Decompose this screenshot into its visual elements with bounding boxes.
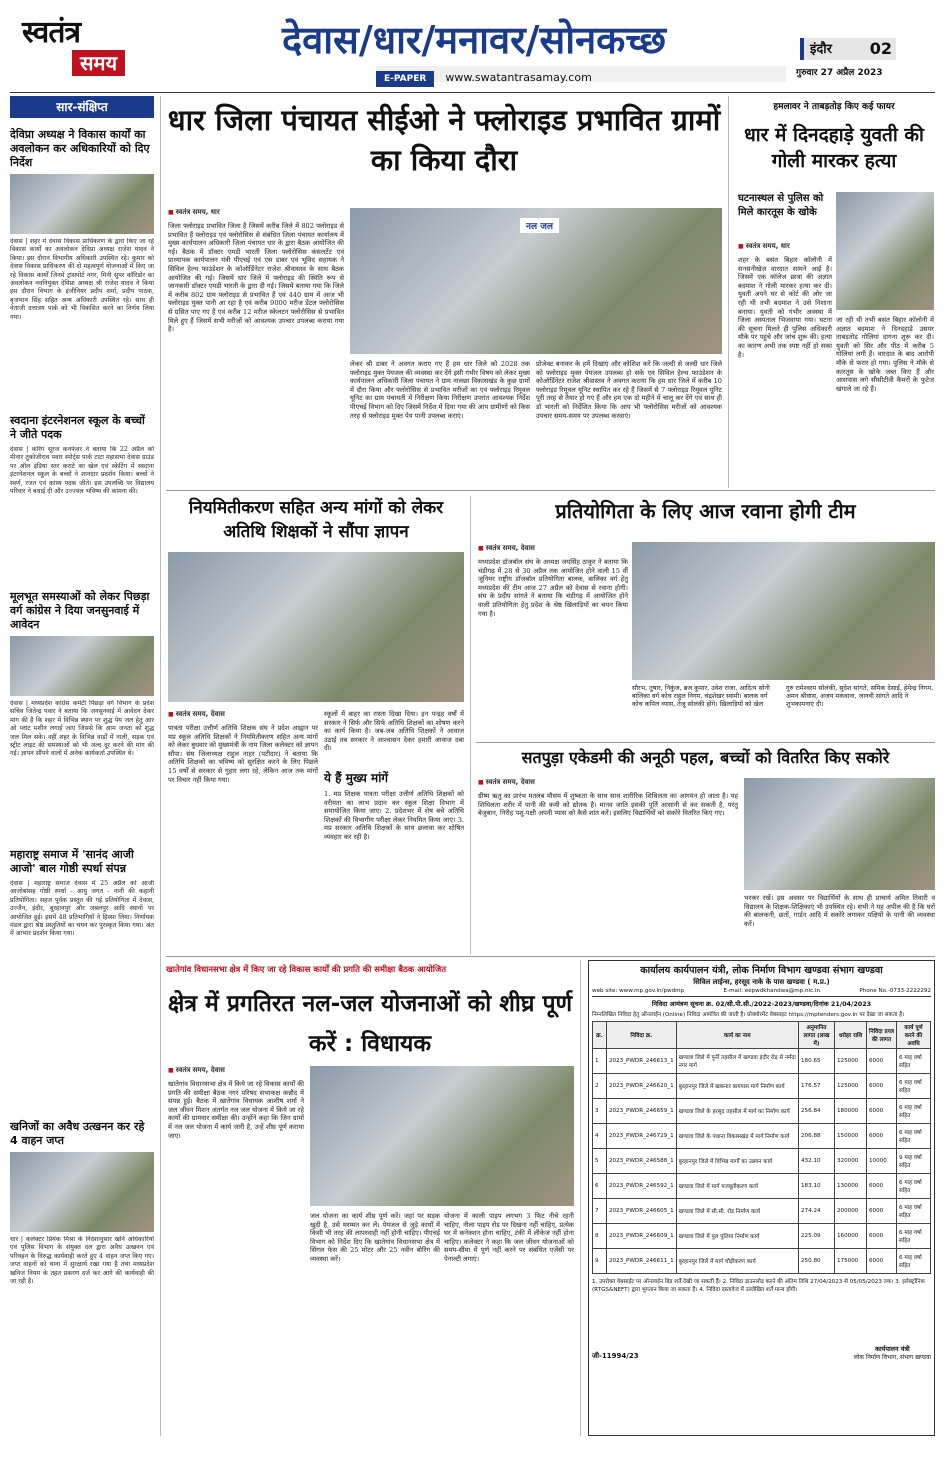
tender-cell-id: 2023_PWDR_246609_1	[607, 1224, 677, 1249]
competition-byline: ■ स्वतंत्र समय, देवास	[478, 544, 628, 553]
sidebar-text-3: देवास | मध्यप्रदेश कांग्रेस कमेटी पिछड़ा वर्ग विभाग के प्रदेश सचिव जितेन्द्र पवार ने बताया कि जनसुनवाई में आवेदन देकर मांग की है कि शहर में विभिन्न स्थान पर शुद्ध पेय जल हेतु आर ओ प्लांट मशीन लगाई जाए जिससे कि आम जनता को शुद्ध जल मिल सके। वहीं शहर के विभिन्न वार्डों में नाली, सड़क एवं स्ट्रीट लाइट की समस्याओं को भी जल्द दूर करने की मांग की गई। ज्ञापन सौंपने वालों में अनेक कार्यकर्ता उपस्थित थे।	[10, 700, 154, 758]
website-link[interactable]: www.swatantrasamay.com	[445, 71, 592, 84]
satpura-photo	[744, 778, 935, 890]
water-text-col2: जल योजना का कार्य शीघ्र पूर्ण करें। जहां पर सड़क खुदी है, उसे मरम्मत कर लें। पेयजल से जुड़े कार्यों में किसी भी तरह की लापरवाही नहीं होनी चाहिए। पीएचई विभाग को निर्देश दिए कि खातेगांव विधानसभा क्षेत्र में सिंगल फेस की 25 मोटर और 25 नवीन बोरिंग की व्यवस्था करें।	[310, 1212, 440, 1263]
tender-cell-period: 9 माह वर्षा सहित	[897, 1149, 931, 1174]
tender-cell-period: 6 माह वर्षा सहित	[897, 1199, 931, 1224]
tender-cell-no: 3	[593, 1099, 607, 1124]
water-kicker: खातेगांव विधानसभा क्षेत्र में किए जा रहे विकास कार्यों की प्रगति की समीक्षा बैठक आयोजित	[166, 964, 446, 974]
tender-cell-period: 6 माह वर्षा सहित	[897, 1049, 931, 1074]
teachers-text-col1: पात्रता परीक्षा उत्तीर्ण अतिथि शिक्षक संघ ने प्रदेश आह्वान पर मप्र स्कूल अतिथि शिक्षकों ने नियमितीकरण सहित अन्य मांगों को लेकर बुधवार को मुख्यमंत्री के नाम जिला कलेक्टर को ज्ञापन सौंपा। संघ जिलाध्यक्ष राहुल नाहर (पटीदार) ने बताया कि अतिथि शिक्षकों का भविष्य को सुरक्षित करने के लिए पिछले 15 वर्षों से सरकार से गुहार लगा रहे, लेकिन आज तक मांगों पर विचार नहीं किया गया।	[168, 724, 318, 784]
sidebar-text-4: देवास | महाराष्ट्र समाज देवास में 25 अप्रैल को आजी आजोबांसह गोष्ठी स्पर्धा - आयु जगत - नानी की कहानी प्रतियोगिता। सहज पूर्वक प्रस्तुत की गई प्रतियोगिता में देवास, उज्जैन, इंदौर, बुरहानपुर और जबलपुर आदि स्थानों पर आयोजित हुई। इसमें 48 प्रतिभागियों ने हिस्सा लिया। निर्णायक मंडल द्वारा श्रेष्ठ प्रस्तुतियों का चयन कर पुरस्कृत किया गया। अंत में आभार प्रदर्शन किया गया।	[10, 880, 154, 938]
satpura-text-right: भरकर रखें। इस अवसर पर विद्यार्थियों के साथ ही प्राचार्य अमित तिवारी व विद्यालय के शिक्षक-शिक्षिकाएं भी उपस्थित रहे। सभी ने यह अपील की है कि घरों की बालकनी, छतों, गार्डन आदि में सकोरे लगाकर पक्षियों के पानी की व्यवस्था करें।	[744, 894, 935, 928]
sidebar-headline-4: महाराष्ट्र समाज में 'सानंद आजी आजो' बाल गोष्ठी स्पर्धा संपन्न	[10, 848, 134, 875]
crime-text-col2: जा रही थी तभी बसंत बिहार कॉलोनी में अज्ञात बदमाश ने दिनदहाड़े उसपर ताबड़तोड़ गोलियां दागना शुरू कर दी। युवती को सिर और पीठ में करीब 5 गोलियां लगी हैं। वारदात के बाद आरोपी मौके से फरार हो गया। पुलिस ने मौके से कारतूस के खोके जब्त किए हैं और आसपास लगे सीसीटीवी कैमरों के फुटेज खंगाले जा रहे हैं।	[836, 316, 934, 393]
tender-cell-fee: 6000	[867, 1249, 897, 1274]
epaper-strip	[376, 66, 786, 82]
tender-body	[593, 1049, 931, 1274]
tender-notice-title: निविदा आमंत्रण सूचना क्र. 02/सी.पी.सी./2022-2023/खण्डवा/दिनांक 21/04/2023	[651, 1000, 872, 1008]
tender-cell-work: खण्डवा जिले के पंधाना विकासखंड में मार्ग निर्माण कार्य	[676, 1124, 798, 1149]
tender-cell-emd: 200000	[835, 1199, 867, 1224]
lead-text-col2: लेकर श्री डाबर ने अवगत कराए गए हैं हम धार जिले को 2028 तक फ्लोराइड मुक्त पेयजल की व्यवस्था कर देंगे इसी गंभीर विषय को लेकर मुख्य कार्यपालन अधिकारी जिला पंचायत ने ग्राम नालछा विकासखंड के कुछ ग्रामों में दौरा किया और फ्लोरोसिस से प्रभावित मरीजों का एवं फ्लोराइड रिमूवल यूनिट का ग्राम पंचायती में निरीक्षण किया निरीक्षण उपरांत आवश्यक निर्देश पीएचई विभाग को दिए जिसमें निर्देश में दिया गया की आप ग्रामीणों को किस तरह से फ्लोराइड मुक्त पेय पानी उपलब्ध कराएं।	[350, 360, 530, 420]
teachers-headline: नियमितीकरण सहित अन्य मांगों को लेकर अतिथि शिक्षकों ने सौंपा ज्ञापन	[188, 498, 444, 542]
tender-email[interactable]: E-mail: eepwdkhandwa@mp.nic.in	[723, 988, 821, 994]
tender-cell-emd: 130000	[835, 1174, 867, 1199]
table-row	[593, 1074, 931, 1099]
tender-cell-no: 7	[593, 1199, 607, 1224]
tender-header-period: कार्य पूर्ण करने की अवधि	[897, 1022, 931, 1049]
tender-signatory-dept: लोक निर्माण विभाग, संभाग खण्डवा	[853, 1354, 931, 1361]
water-text-col3: योजना में काली पाइप लगभग 3 फिट नीचे रहनी चाहिए, नीला पाइप रोड पर दिखना नहीं चाहिए, प्रत्येक घर में कनेक्शन होना चाहिए, टंकी में लीकेज नहीं होना चाहिए। कलेक्टर ने कहा कि जल जीवन योजनाओं को समय-सीमा में पूर्ण नहीं करने पर संबंधित एजेंसी पर पेनाल्टी लगाएं।	[444, 1212, 574, 1263]
tender-notice	[588, 960, 935, 1436]
tender-cell-cost: 206.88	[799, 1124, 835, 1149]
lead-byline: ■ स्वतंत्र समय, धार	[168, 208, 344, 217]
tender-ref: जी-11994/23	[592, 1352, 639, 1360]
sidebar	[10, 96, 154, 1436]
tender-cell-period: 6 माह वर्षा सहित	[897, 1124, 931, 1149]
satpura-byline: ■ स्वतंत्र समय, देवास	[478, 778, 738, 787]
teachers-text-col2: स्कूलों में बाहर का रास्ता दिखा दिया। इन पन्द्रह वर्षों में सरकार ने सिर्फ और सिर्फ अतिथि शिक्षकों का शोषण करने का कार्य किया है। जब-जब अतिथि शिक्षकों ने आवाज उठाई तब सरकार ने आश्वासन देकर हमारी आवाज दबा दी।	[324, 710, 464, 753]
tender-cell-period: 6 माह वर्षा सहित	[897, 1174, 931, 1199]
table-row	[593, 1124, 931, 1149]
tender-cell-id: 2023_PWDR_246620_1	[607, 1074, 677, 1099]
tender-cell-period: 6 माह वर्षा सहित	[897, 1249, 931, 1274]
page-number: 02	[869, 39, 892, 58]
tender-cell-cost: 183.10	[799, 1174, 835, 1199]
tender-intro: निम्नलिखित निविदा हेतु ऑनलाईन (Online) निविदा आमंत्रित की जाती है। प्रोक्योरमेंट वेबसाइट https://mptenders.gov.in पर देखा जा सकता है।	[592, 1012, 905, 1018]
competition-caption-2: गुरु रामेश्वरम सोलंकी, सुदेश सांगते, समिक देसाई, हेमेन्द्र निगम, अमन श्रीवास, अजय मकवाना, जानवी सांगते आदि ने शुभकामनाएं दी।	[786, 684, 934, 709]
tender-cell-emd: 175000	[835, 1249, 867, 1274]
lead-headline: धार जिला पंचायत सीईओ ने फ्लोराइड प्रभावित ग्रामों का किया दौरा	[167, 103, 721, 177]
tender-cell-id: 2023_PWDR_246659_1	[607, 1099, 677, 1124]
satpura-headline: सतपुड़ा एकेडमी की अनूठी पहल, बच्चों को वितरित किए सकोरे	[521, 748, 890, 767]
tender-header-row	[593, 1022, 931, 1049]
tender-notes: 1. उपरोक्त वेबसाईट पर ऑनलाईन बिड शर्तें देखी जा सकती हैं। 2. निविदा डाउनलोड करने की अंतिम तिथि 27/04/2023 से 05/05/2023 तक। 3. इलेक्ट्रॉनिक (RTGS&NEFT) द्वारा भुगतान किया जा सकता है। 4. निविदा दस्तावेज में उल्लेखित शर्तें मान्य होंगी।	[592, 1279, 925, 1293]
sidebar-text-1: देवास | शहर में देवास विकास प्राधिकरण के द्वारा किए जा रहे विकास कार्यों का अवलोकन देविप्रा अध्यक्ष राजेश यादव ने किया। इस दौरान विभागीय अधिकारी उपस्थित रहे। कुमार को देवास विकास प्राधिकरण की दो महत्वपूर्ण योजनाओं में किए जा रहे विकास कार्यों जिनमें ट्रांसपोर्ट नगर, मिनी सुपर कॉरिडोर का अवलोकन नवनियुक्त देविप्रा अध्यक्ष श्री राजेश यादव ने किया इस दौरान विभाग के इंजीनियर प्रदीप शर्मा, प्रदीप पाठक, बृजभान सिंह सहित अन्य अधिकारी उपस्थित रहे। साथ ही नेताजी दत्तात्रय पार्क को भी विकसित करने का निर्णय लिया गया।	[10, 238, 154, 321]
tender-cell-fee: 6000	[867, 1074, 897, 1099]
competition-caption-1: सौरभ, तुषार, निकुंज, ब्रज कुमार, उवेश राजा, आदित्य सोनी बालिका वर्ग कोच राहुल निगम, चंद्रशेखर स्वामी। बालक वर्ग कोच कपिल व्यास, तेजू सोलंकी होंगे। खिलाड़ियों को खेल	[632, 684, 770, 709]
tender-header-work: कार्य का नाम	[676, 1022, 798, 1049]
tender-cell-id: 2023_PWDR_246588_1	[607, 1149, 677, 1174]
crime-subhead: घटनास्थल से पुलिस को मिले कारतूस के खोके	[738, 193, 824, 218]
tender-cell-cost: 432.10	[799, 1149, 835, 1174]
logo-bottom: समय	[72, 50, 125, 76]
tender-cell-no: 6	[593, 1174, 607, 1199]
tender-cell-emd: 125000	[835, 1049, 867, 1074]
tender-cell-no: 2	[593, 1074, 607, 1099]
tender-cell-work: खण्डवा जिले में मार्ग मजबूतीकरण कार्य	[676, 1174, 798, 1199]
tender-cell-period: 6 माह वर्षा सहित	[897, 1074, 931, 1099]
crime-kicker: हमलावर ने ताबड़तोड़ किए कई फायर	[773, 102, 895, 112]
table-row	[593, 1249, 931, 1274]
competition-photo	[632, 542, 935, 680]
tender-header-id: निविदा क्र.	[607, 1022, 677, 1049]
table-row	[593, 1149, 931, 1174]
lead-text-col1: जिला फ्लोराइड प्रभावित जिला है जिसमें करीब जिले में 802 फ्लोराइड से प्रभावित हैं फ्लोराइड एवं फ्लोरोसिस से संबंधित जिला पंचायत कार्यालय में मुख्य कार्यपालन अधिकारी जिला पंचायत धार के द्वारा बैठक आयोजित की गई। बैठक में डॉक्टर एमडी भारती जिला फ्लोरोसिस कंसलटेंट एवं प्राध्यापक कार्यपालन यंत्री पीएचई एवं एस डाबर एवं भूविद सहायक ने सिविल हेल्थ फाउंडेशन के कोऑर्डिनेटर राजेश श्रीवास्तव के साथ बैठक आयोजित की गई। जिसमें धार जिले में फ्लोराइड की स्थिति रूप से जानकारी डॉक्टर एमडी भारती के द्वारा दी गई। जिसमें बताया गया कि जिले में करीब 802 ग्राम फ्लोराइड से प्रभावित हैं एवं 440 ग्राम में आज भी फ्लोराइड युक्त पानी आ रहा है एवं करीब 9000 मरीज डेंटल फ्लोरोसिस से ग्रसित पाए गए हैं एवं करीब 12 मरीज स्केलटन फ्लोरोसिस से प्रभावित मिले हुए हैं जिसमें सभी मरीजों को आवश्यक उपचार उपलब्ध कराया गया है।	[168, 222, 344, 334]
tender-cell-no: 5	[593, 1149, 607, 1174]
tender-office: कार्यालय कार्यपालन यंत्री, लोक निर्माण विभाग खण्डवा संभाग खण्डवा	[640, 965, 883, 976]
city-name: इंदौर	[810, 42, 832, 57]
tender-cell-emd: 160000	[835, 1224, 867, 1249]
teachers-photo	[168, 552, 464, 702]
masthead	[0, 0, 945, 92]
color-register-strip	[30, 1452, 930, 1458]
water-text-col1: खातेगांव विधानसभा क्षेत्र में किये जा रहे विकास कार्यों की प्रगति की समीक्षा बैठक नगर परिषद सभाकक्ष कन्नौद में संपन्न हुई। बैठक में खातेगांव विधायक आशीष शर्मा ने जल जीवन मिशन अंतर्गत नल जल योजना में किये जा रहे कार्यों की ग्रामवार समीक्षा की। उन्होंने कहा कि जिन ग्रामों में नल जल योजना में कार्य जारी है, उन्हें शीघ्र पूर्ण कराया जाए।	[168, 1080, 304, 1140]
tender-cell-emd: 180000	[835, 1099, 867, 1124]
sidebar-title: सार-संक्षिप्त	[10, 96, 154, 118]
tender-cell-emd: 125000	[835, 1074, 867, 1099]
tender-cell-cost: 274.24	[799, 1199, 835, 1224]
tender-header-emd: धरोहर राशि	[835, 1022, 867, 1049]
tender-address: सिविल लाईन्स, हरसूद नाके के पास खण्डवा ( म.प्र.)	[693, 978, 830, 986]
satpura-text: ग्रीष्म ऋतु का प्रारंभ मतलब मौसम में शुष्कता के साथ साथ शारीरिक शिथिलता का आगमन हो जाता है। यह शिथिलता शरीर में पानी की कमी को द्योतक है। मानव जाति इसकी पूर्ति आसानी से कर सकती है, परंतु बेजुबान, निरीह पशु-पक्षी अपनी प्यास को कैसे शांत करें। इसलिए विद्यार्थियों को सकोरे वितरित किए गए।	[478, 792, 738, 818]
table-row	[593, 1174, 931, 1199]
sidebar-headline-3: मूलभूत समस्याओं को लेकर पिछड़ा वर्ग कांग्रेस ने दिया जनसुनवाई में आवेदन	[10, 590, 150, 631]
table-row	[593, 1099, 931, 1124]
epaper-label: E-PAPER	[376, 71, 434, 87]
tender-table	[592, 1021, 931, 1274]
table-row	[593, 1199, 931, 1224]
tender-cell-fee: 10000	[867, 1149, 897, 1174]
tender-cell-work: खण्डवा जिले के हरसूद तहसील में मार्ग का निर्माण कार्य	[676, 1099, 798, 1124]
crime-headline: धार में दिनदहाड़े युवती की गोली मारकर हत्या	[744, 124, 924, 172]
teachers-byline: ■ स्वतंत्र समय, देवास	[168, 710, 318, 719]
issue-date: गुरुवार 27 अप्रैल 2023	[796, 68, 883, 78]
tender-cell-id: 2023_PWDR_246729_1	[607, 1124, 677, 1149]
tender-cell-fee: 6000	[867, 1224, 897, 1249]
tender-cell-work: खण्डवा जिले में सी.सी. रोड निर्माण कार्य	[676, 1199, 798, 1224]
lead-photo	[350, 208, 722, 354]
tender-cell-id: 2023_PWDR_246605_1	[607, 1199, 677, 1224]
sidebar-photo-3	[10, 636, 154, 696]
competition-text: मध्यप्रदेश डॉजबॉल संघ के अध्यक्ष जयसिंह ठाकुर ने बताया कि चंडीगढ़ में 28 से 30 अप्रैल तक आयोजित होने वाली 15 वीं जूनियर राष्ट्रीय डॉजबॉल प्रतियोगिता बालक, बालिका वर्ग हेतु मध्यप्रदेश की टीम आज 27 अप्रैल को देवास से रवाना होगी। संघ के प्रदीप सांगते ने बताया कि चंडीगढ़ में आयोजित होने वाली प्रतियोगिता हेतु प्रदेश के श्रेष्ठ खिलाड़ियों का चयन किया गया है।	[478, 558, 628, 618]
tender-cell-fee: 6000	[867, 1124, 897, 1149]
tender-cell-work: खण्डवा जिले में पुल पुलिया निर्माण कार्य	[676, 1224, 798, 1249]
sidebar-text-5: धार | कलेक्टर प्रियंक मिश्रा के निर्देशानुसार खनि अधिकारियों एवं पुलिस विभाग के संयुक्त दल द्वारा अवैध उत्खनन एवं परिवहन के विरुद्ध कार्यवाही करते हुए 4 वाहन जप्त किए गए। जप्त वाहनों को थाना में सुरक्षार्थ रखा गया है तथा मध्यप्रदेश खनिज नियम के तहत प्रकरण दर्ज कर आगे की कार्यवाही की जा रही है।	[10, 1236, 154, 1286]
sidebar-headline-1: देविप्रा अध्यक्ष ने विकास कार्यों का अवलोकन कर अधिकारियों को दिए निर्देश	[10, 128, 150, 169]
water-photo	[310, 1066, 574, 1206]
tender-cell-work: खण्डवा जिले में पुर्नी तहसील में खण्डवा इंदौर रोड़ से नर्मदा नगर मार्ग	[676, 1049, 798, 1074]
tender-cell-cost: 225.09	[799, 1224, 835, 1249]
crime-text-col1: शहर के बसंत बिहार कॉलोनी में सनसनीखेज वारदात सामने आई है। जिसमें एक कॉलेज छात्रा की अज्ञात बदमाश ने गोली मारकर हत्या कर दी। युवती अपने घर से कोर्ट की ओर जा रही थी तभी बदमाश ने उसे निशाना बनाया। युवती को गंभीर अवस्था में जिला अस्पताल भिजवाया गया। घटना की सूचना मिलते ही पुलिस अधिकारी मौके पर पहुंचे और जांच शुरू की। हत्या का कारण अभी तक स्पष्ट नहीं हो सका है।	[738, 256, 832, 359]
teachers-points: 1. मप्र शिक्षक पात्रता परीक्षा उत्तीर्ण अतिथि शिक्षकों को वरीयता का लाभ प्रदान कर स्कूल शिक्षा विभाग में समायोजित किया जाए। 2. प्रदेशभर में शेष बचे अतिथि शिक्षकों की विभागीय परीक्षा लेकर नियमित किया जाए। 3. मप्र सरकार अतिथि शिक्षकों के साथ छलावा कर शोषित व्यवहार कर रही है।	[324, 790, 464, 841]
sidebar-headline-5: खनिजों का अवैध उत्खनन कर रहे 4 वाहन जप्त	[10, 1120, 145, 1147]
lead-text-col3: प्रोजेक्ट बनाकर के हमें दिखाएं और कोशिश करें कि जल्दी से जल्दी धार जिले को फ्लोराइड मुक्त पेयजल उपलब्ध हो सके एवं सिविल हेल्थ फाउंडेशन के कोऑर्डिनेटर राजेश श्रीवास्तव ने अवगत कराया कि हम धार जिले में करीब 10 फ्लोराइड रिमूवल यूनिट स्थापित कर रहे हैं जिसमें से 7 फ्लोराइड रिमूवल यूनिट पूरी तरह से तैयार हो गए हैं और हम एक दो महीने में चालू कर देंगे एवं साथ ही डॉ भारती को निर्देशित किया कि आप भी फ्लोरोसिस मरीजों को आवश्यक उपचार समय-समय पर उपलब्ध करवाएं।	[536, 360, 722, 420]
logo-top: स्वतंत्र	[22, 15, 81, 50]
tender-cell-period: 6 माह वर्षा सहित	[897, 1099, 931, 1124]
crime-photo	[836, 192, 934, 310]
table-row	[593, 1049, 931, 1074]
sidebar-text-2: देवास | कोरेंग सूरज कनफेवर ने बताया कि 22 अप्रैल को मीनार तुकोजीराव पवार स्पोर्ट्स पार्क टाटा महासभा देवास ग्राउंड पर ऑल इंडिया स्तर कराटे का खेल एवं स्केटिंग में स्वदाना इंटरनेशनल स्कूल के बच्चों ने शानदार प्रदर्शन किया। बच्चों ने स्वर्ण, रजत एवं कांस्य पदक जीते। इस उपलब्धि पर विद्यालय परिवार ने बधाई दी और उज्ज्वल भविष्य की कामना की।	[10, 446, 154, 496]
tender-phone: Phone No.-0733-2222292	[859, 988, 931, 994]
tender-cell-period: 6 माह वर्षा सहित	[897, 1224, 931, 1249]
logo	[22, 16, 154, 84]
tender-cell-work: बुरहानपुर जिले में मार्ग चौड़ीकरण कार्य	[676, 1249, 798, 1274]
tender-cell-cost: 176.57	[799, 1074, 835, 1099]
tender-cell-cost: 256.84	[799, 1099, 835, 1124]
tender-cell-fee: 6000	[867, 1049, 897, 1074]
city-badge	[800, 38, 896, 60]
sidebar-photo-1	[10, 174, 154, 234]
tender-signatory: कार्यपालन यंत्री	[875, 1345, 910, 1353]
competition-headline: प्रतियोगिता के लिए आज रवाना होगी टीम	[555, 499, 856, 523]
tender-cell-fee: 6000	[867, 1199, 897, 1224]
tender-cell-no: 9	[593, 1249, 607, 1274]
lead-photo-sign: नल जल	[520, 218, 559, 233]
tender-cell-no: 4	[593, 1124, 607, 1149]
tender-cell-work: बुरहानपुर जिले में खकनार बायपास मार्ग निर्माण कार्य	[676, 1074, 798, 1099]
tender-header-fee: निविदा प्रपत्र की लागत	[867, 1022, 897, 1049]
sidebar-headline-2: स्वदाना इंटरनेशनल स्कूल के बच्चों ने जीते पदक	[10, 414, 145, 441]
tender-website[interactable]: web site: www.mp.gov.in/pwdmp	[592, 988, 685, 994]
tender-cell-id: 2023_PWDR_246611_1	[607, 1249, 677, 1274]
tender-cell-id: 2023_PWDR_246613_1	[607, 1049, 677, 1074]
water-byline: ■ स्वतंत्र समय, देवास	[168, 1066, 304, 1075]
tender-cell-fee: 6000	[867, 1174, 897, 1199]
tender-cell-emd: 320000	[835, 1149, 867, 1174]
sidebar-photo-5	[10, 1152, 154, 1232]
tender-header-no: क्र.	[593, 1022, 607, 1049]
teachers-subhead: ये हैं मुख्य मांगें	[324, 771, 389, 785]
tender-header-cost: अनुमानित लागत (लाख में)	[799, 1022, 835, 1049]
tender-cell-cost: 180.65	[799, 1049, 835, 1074]
tender-cell-fee: 6000	[867, 1099, 897, 1124]
tender-cell-work: बुरहानपुर जिले में विभिन्न मार्गों का उन्नयन कार्य	[676, 1149, 798, 1174]
water-headline: क्षेत्र में प्रगतिरत नल-जल योजनाओं को शीघ्र पूर्ण करें : विधायक	[167, 991, 573, 1057]
tender-cell-id: 2023_PWDR_246592_1	[607, 1174, 677, 1199]
edition-title: देवास/धार/मनावर/सोनकच्छ	[282, 18, 666, 62]
tender-cell-cost: 250.80	[799, 1249, 835, 1274]
tender-cell-no: 8	[593, 1224, 607, 1249]
crime-byline: ■ स्वतंत्र समय, धार	[738, 242, 834, 251]
tender-cell-no: 1	[593, 1049, 607, 1074]
tender-cell-emd: 150000	[835, 1124, 867, 1149]
table-row	[593, 1224, 931, 1249]
